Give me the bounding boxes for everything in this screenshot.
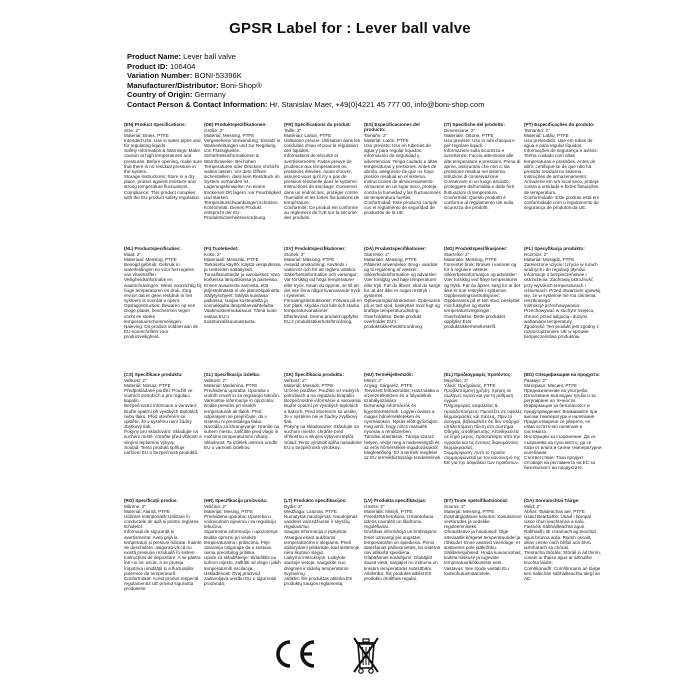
spec-block-no <box>444 246 522 372</box>
info-key: Contact Person & Contact Information: <box>127 99 268 109</box>
spec-block-sl <box>204 372 282 498</box>
product-info <box>127 52 687 110</box>
spec-heading: (LV) Produkta specifikācijas: <box>364 498 427 503</box>
spec-heading: (CS) Specifikace produktu: <box>124 372 183 377</box>
spec-block-ro <box>124 498 202 624</box>
spec-text: Rozmiar: 2" Materiał: Mosiądz, PTFE Zamierzone użycie: Użycie w rurach wodnych i do regulacji płynów. Informacje o bezpieczeństwie i ostrzeżenia: Zachowaj ostrożność przy wysokich temperaturach i ciśnieniach. Przed otwarciem upewnij się, że w systemie nie ma ciśnienia resztkowego. Instrukcje przechowywania: Przechowywać w suchym miejscu, chronić przed wilgocią i dużymi wahaniami temperatury. Zgodność: Ten produkt jest zgodny z rozporządzeniem UE w sprawie bezpieczeństwa produktów. <box>524 251 601 340</box>
spec-block-sk <box>284 372 362 498</box>
info-value: Lever ball valve <box>183 52 236 61</box>
spec-text: Velikost: 2" Materiál: Mosaz, PTFE Předpokládané použití: Použití ve vodních potrubích a pro regulaci kapalin. Bezpečnostní informace a varování: Buďte opatrní při vysokých teplotách nebo tlaku. Před otevřením se ujistěte, že v systému není žádný zbytkový tlak. Pokyny pro skladování: Skladujte na suchém místě, chraňte před vlhkostí a silnými teplotními výkyvy. Soulad: Tento produkt splňuje nařízení EU o bezpečnosti produktů. <box>124 377 202 455</box>
product-id-row <box>127 62 687 72</box>
spec-text: Storlek: 2" Material: Mässing, PTFE Avsedd användning: Används i vattenrör och för att reglera vätskor. Säkerhetsinformation och varningar: Var försiktig vid höga temperaturer eller tryck. Innan du öppnar, se till att det inte finns något kvarvarande tryck i systemet. Förvaringsinstruktioner: Förvara på en torr plats, skydda mot fukt och starka temperaturvariationer. Efterlevnad: Denna produkt uppfyller EU:s produktsäkerhetsförordning. <box>284 251 362 324</box>
spec-heading: (IT) Specifiche del prodotto: <box>444 122 505 127</box>
spec-block-bg <box>524 372 602 498</box>
spec-block-es <box>364 122 442 246</box>
spec-block-et <box>444 498 522 624</box>
spec-text: Dimensione: 2" Materiale: Ottone, PTFE Uso previsto: Uso in tubi d'acqua e per regolare liquidi. Informazioni sulla sicurezza e avvertenze: Faccia attenzione alle alte temperature e pressioni. Prima di aprire, assicurarsi che non ci sia pressione residua nel sistema. Istruzioni di conservazione: Conservare in un luogo asciutto, proteggere dall'umidità e dalle forti fluttuazioni di temperatura. Conformità: Questo prodotto è conforme al regolamento UE sulla sicurezza dei prodotti. <box>444 127 521 210</box>
spec-block-da <box>364 246 442 372</box>
spec-block-lt <box>284 498 362 624</box>
variation-number-row <box>127 71 687 81</box>
spec-heading: (PL) Specyfikacja produktu: <box>524 246 585 251</box>
spec-heading: (FI) Tuotetiedot: <box>204 246 239 251</box>
spec-block-pl <box>524 246 602 372</box>
spec-text: Veličina: 2" Materijal: Mesing, PTFE Predviđena uporaba: Upotreba u vodovodnim cijevima i za regulaciju tekućina. Sigurnosne informacije i upozorenja: Budite oprezni pri visokim temperaturama i pritiscima. Prije otvaranja osigurajte da u sustavu nema preostalog pritiska. Upute za skladištenje: Skladištiti na suhom mjestu, zaštititi od vlage i jakih temperaturnih oscilacija. Usklađenost: Ovaj proizvod zadovoljava uredbu EU o sigurnosti proizvoda. <box>204 503 281 586</box>
spec-heading: (DE) Produktspezifikationen: <box>204 122 267 127</box>
compliance-marks <box>0 632 700 676</box>
info-key: Manufacturer/Distributor: <box>127 80 219 90</box>
info-value: Hr. Stanislav Maer, +49(0)4221 45 777 00, info@boni-shop.com <box>269 99 485 109</box>
info-key: Product ID: <box>127 61 168 71</box>
spec-text: Méret: 2" Anyag: Sárgaréz, PTFE Tervezett felhasználás: Használata a vízvezetékekben és a folyadékok szabályozására. Biztonsági információk és figyelmeztetések: Legyen óvatos a magas hőmérsékleteken és nyomásokon. Nyitás előtt győződjön meg arról, hogy nincs maradék nyomás a rendszerben. Tárolási utasítások: Tárolja száraz helyen, védje meg a nedvességtől és az erős hőmérséklet-ingadozásoktól. Megfelelőség: Ez a termék megfelel az EU termékbiztonsági rendeletének. <box>364 377 442 460</box>
spec-heading: (RO) Specificații produs: <box>124 498 178 503</box>
info-value: Boni-Shop® <box>220 80 262 90</box>
ce-mark-icon <box>268 634 322 674</box>
info-value: Germany <box>194 90 226 100</box>
spec-text: Size: 2" Material: Brass, PTFE Intended Use: Use in water pipes and for regulating liquids. Safety Information & Warnings: Make caution at high temperatures and pressures. Before opening, make sure that there is no residual pressure in the system. Storage Instructions: Store in a dry place, protect against moisture and strong temperature fluctuations. Compliance: This product complies with the EU product safety regulation. <box>124 127 202 200</box>
label-title: GPSR Label for : Lever ball valve <box>229 20 471 37</box>
spec-heading: (HR) Specifikacija proizvoda: <box>204 498 268 503</box>
spec-heading: (NL) Productspecificaties: <box>124 246 181 251</box>
spec-block-pt <box>524 122 602 246</box>
spec-block-lv <box>364 498 442 624</box>
spec-heading: (EL) Προδιαγραφές προϊόντος: <box>444 372 512 377</box>
no-household-waste-icon <box>350 632 382 676</box>
spec-grid <box>124 122 602 624</box>
spec-heading: (PT) Especificações do produto: <box>524 122 595 127</box>
spec-heading: (SL) Specifikacija izdelka: <box>204 372 261 377</box>
info-value: 106404 <box>170 61 196 71</box>
spec-block-cs <box>124 372 202 498</box>
spec-text: Méid: 2" Ábhar: Taisteachas aer, PTFE Úsáid Beartaithe: Úsáid i bpíopaí uisce chun leachtanna a rialú. Faisnéis Sábháilteachta agus Rabhaidh: Bí cúramach ag teochtaí agus brúnna arda. Roimh oscailt, déan cinnte nach bhfuil aon bhrú iarmharach sa chóras. Treoracha Stórála: Stóráil in áit thirim, cosain ar thaise agus ar athruithe teochta láidre. Comhlíonadh: Comhlíonann an táirge seo rialachán sábháilteachta táirgí an AE. <box>524 503 601 581</box>
spec-heading: (BG) Спецификация на продукта: <box>524 372 600 377</box>
spec-text: Størrelse: 2" Materiale: Messing, PTFE Forventet bruk: Brukes i vannrør og for å regulere væsker. Sikkerhetsinformasjon og advarsler: Vær forsiktig ved høye temperaturer og trykk. Før du åpner, sørg for at det ikke er noe restrykk i systemet. Oppbevaringsinstruksjoner: Oppbevares på et tørt sted, beskyttet mot fuktighet og sterke temperatursvingninger. Overholdelse: Dette produktet oppfyller EUs produktsikkerhetsforskrift. <box>444 251 521 329</box>
spec-block-fi <box>204 246 282 372</box>
spec-text: Размер: 2" Материал: Месинг, PTFE Предназначение на употреба: Използване във водни тръби и за регулиране на течности. Информация за безопасност и предупреждения: Внимавайте при високи температури и налягания. Преди отваряне се уверете, че няма остатъчно налягане в системата. Инструкции за съхранение: Да се съхранява на сухо място, да се пази от влага и силни температурни колебания. Съответствие: Този продукт отговаря на регламента на ЕС за безопасност на продуктите. <box>524 377 602 471</box>
spec-heading: (ET) Toote spetsifikatsioonid: <box>444 498 509 503</box>
spec-heading: (GA) Sonraíochtaí Táirge: <box>524 498 580 503</box>
spec-heading: (EN) Product Specifications: <box>124 122 187 127</box>
spec-text: Izmērs: 2" Materiāls: Misiņš, PTFE Paredzētā lietošana: Izmantošana ūdens caurulēs un šķidrumu regulēšanai. Drošības informācija un brīdinājumi: Esiet uzmanīgi pie augstām temperatūrām un spiediena. Pirms atvēršanas pārliecinieties, ka sistēmā nav atlikušā spiediena. Glabāšanas norādījumi: Glabājiet sausā vietā, sargājiet no mitruma un krasām temperatūras svārstībām. Atbilstība: Šis produkts atbilst ES produktu drošības regulai. <box>364 503 441 581</box>
spec-block-it <box>444 122 522 246</box>
spec-block-sv <box>284 246 362 372</box>
spec-heading: (NO) Produktspesifikasjoner: <box>444 246 508 251</box>
spec-text: Μέγεθος: 2" Υλικό: Ορείχαλκος, PTFE Προβλεπόμενη χρήση: Χρήση σε σωλήνες νερού και για τη ρύθμιση υγρών. Πληροφορίες ασφαλείας & προειδοποιήσεις: Προσέξτε σε υψηλές θερμοκρασίες και πιέσεις. Πριν το άνοιγμα, βεβαιωθείτε ότι δεν υπάρχει υπολειπόμενη πίεση στο σύστημα. Οδηγίες αποθήκευσης: Αποθηκεύστε σε ξηρό μέρος, προστατέψτε από την υγρασία και τις έντονες διακυμάνσεις θερμοκρασίας. Συμμόρφωση: Αυτό το προϊόν συμμορφώνεται με τον κανονισμό της ΕΕ για την ασφάλεια των προϊόντων. <box>444 377 522 466</box>
info-value: BONI-53396K <box>194 71 242 81</box>
contact-row <box>127 100 687 110</box>
spec-text: Mărime: 2" Material: Alamă, PTFE Utilizare intenționată: Utilizare în conductele de apă și pentru reglarea lichidelor. Informații de siguranță și avertismente: Aveți grijă la temperaturi și presiuni ridicate. Înainte de deschidere, asigurați-vă că nu există presiune reziduală în sistem. Instrucțiuni de depozitare: A se păstra într-un loc uscat, a se proteja împotriva umidității și a fluctuațiilor puternice de temperatură. Conformitate: Acest produs respectă regulamentul UE privind siguranța produselor. <box>124 503 202 592</box>
spec-heading: (LT) Produkto specifikacijos: <box>284 498 347 503</box>
country-of-origin-row <box>127 90 687 100</box>
spec-text: Maat: 2" Materiaal: Messing, PTFE Beoogd gebruik: Gebruik in waterleidingen en voor het regelen van vloeistoffen. Veiligheidsinformatie en waarschuwingen: Wees voorzichtig bij hoge temperaturen en druk. Zorg ervoor dat er geen restdruk in het systeem is voordat u opent. Opslaginstructies: Bewaren op een droge plaats, beschermen tegen vocht en sterke temperatuurschommelingen. Naleving: Dit product voldoet aan de EU-voorschriften voor productveiligheid. <box>124 251 202 340</box>
spec-block-de <box>204 122 282 246</box>
spec-text: Taille: 2" Matériau: Laiton, PTFE Utilisation prévue: Utilisation dans les conduites d'eau et pour la régulation des liquides. Informations de sécurité et avertissements: Faites preuve de prudence aux températures ou pressions élevées. Avant d'ouvrir, assurez-vous qu'il n'y a pas de pression résiduelle dans le système. Instructions de stockage: Conserver dans un endroit sec, protéger contre l'humidité et les fortes fluctuations de température. Conformité: Ce produit est conforme au règlement de l'UE sur la sécurité des produits. <box>284 127 361 221</box>
spec-heading: (DA) Produktspecifikationer: <box>364 246 427 251</box>
product-name-row <box>127 52 687 62</box>
spec-text: Koko: 2" Materiaali: Messinki, PTFE Tarkoitettu käyttö: Käyttö vesiputkissa ja nesteiden säätelyssä. Turvallisuustiedot ja varoitukset: Varo korkeissa lämpötiloissa ja paineissa. Ennen avaamista varmista, että järjestelmässä ei ole jäännöspainetta. Säilytysohjeet: Säilytä kuivassa paikassa, suojaa kosteudelta ja voimakkailta lämpötilanvaihteluilta. Vaatimustenmukaisuus: Tämä tuote vastaa EU:n tuoteturvallisuusasetusta. <box>204 251 281 324</box>
spec-text: Suurus: 2" Materjal: Messing, PTFE Eesmärgipärane kasutus: Kasutamine veetorudes ja vedelike reguleerimiseks. Ohutusteave ja hoiatused: Olge ettevaatlik kõrgetel temperatuuridel ja rõhkudel. Enne avamist veenduge, et süsteemis pole jääkrõhku. Säilitamisjuhised: Hoida kuivas kohas, kaitsta niiskuse ja tugevate temperatuurikõikumiste eest. Vastavus: See toode vastab ELi tooteohutusmäärusele. <box>444 503 522 576</box>
spec-block-el <box>444 372 522 498</box>
spec-heading: (HU) Termékjellemzők: <box>364 372 414 377</box>
spec-block-hu <box>364 372 442 498</box>
info-key: Variation Number: <box>127 71 193 81</box>
spec-text: Størrelse: 2" Materiale: Messing, PTFE Påtænkt anvendelse: Brug i vandrør og til regulering af væsker. Sikkerhedsinformation og advarsler: Vær forsigtig ved høje temperaturer eller tryk. Før du åbner, skal du sørge for, at der ikke er noget resttryk i systemet. Opbevaringsinstruktioner: Opbevares på et tørt sted, beskyttes mod fugt og kraftige temperaturudsving. Overholdelse: Dette produkt overholder EU's produktsikkerhedsforordning. <box>364 251 441 329</box>
spec-block-nl <box>124 246 202 372</box>
spec-block-fr <box>284 122 362 246</box>
spec-heading: (FR) Spécifications du produit: <box>284 122 352 127</box>
manufacturer-row <box>127 81 687 91</box>
spec-text: Dydis: 2" Medžiaga: Latunas, PTFE Numatytas naudojimas: Naudojimas vandens vamzdžiuose ir skysčių reguliavimui. Saugos informacija ir įspėjimai: Atsargiai esant aukštoms temperatūroms ir slėgiams. Prieš atidarydami įsitikinkite, kad sistemoje nėra likutinio slėgio. Laikymo instrukcijos: Laikykite sausoje vietoje, saugokite nuo drėgmės ir didelių temperatūros svyravimų. Atitiktis: Šis produktas atitinka ES produktų saugos reglamentą. <box>284 503 360 586</box>
spec-text: Tamaño: 2" Material: Latón, PTFE Uso previsto: Uso en tuberías de agua y para regular líquidos. Información de seguridad y advertencias: Tenga cuidado a altas temperaturas y presiones. Antes de abrirla, asegúrese de que no haya presión residual en el sistema. Instrucciones de almacenamiento: Almacene en un lugar seco, proteja contra la humedad y las fluctuaciones de temperatura fuertes. Conformidad: Este producto cumple con el reglamento de seguridad de productos de la UE. <box>364 132 441 216</box>
info-key: Product Name: <box>127 52 182 61</box>
spec-heading: (ES) Especificaciones del producto: <box>364 122 420 133</box>
spec-block-ga <box>524 498 602 624</box>
spec-heading: (SK) Špecifikácia produktu: <box>284 372 344 377</box>
spec-block-en <box>124 122 202 246</box>
spec-text: Größe: 2" Material: Messing, PTFE Vorgesehene Verwendung: Einsatz in Wasserleitungen und zur Regelung von Flüssigkeiten. Sicherheitsinformationen & Warnhinweise: Bei hohen Temperaturen oder Drücken Vorsicht walten lassen. Vor dem Öffnen sicherstellen, dass kein Restdruck im System vorhanden ist. Lagerungshinweise: An einem trockenen Ort lagern, vor Feuchtigkeit und starken Temperaturschwankungen schützen. Konformität: Dieses Produkt entspricht der EU-Produktsicherheitsverordnung. <box>204 127 281 221</box>
spec-text: Veľkosť: 2" Materiál: Mosadz, PTFE Určené použitie: Použitie vo vodných potrubiach a na reguláciu kvapalín. Bezpečnostné informácie a varovania: Buďte opatrní pri vysokých teplotách a tlakoch. Pred otvorením sa uistite, že v systéme nie je žiadny zvyškový tlak. Pokyny na skladovanie: Skladujte na suchom mieste, chráňte pred vlhkosťou a silnými výkyvmi teplôt. Súlad: Tento výrobok spĺňa nariadenie EÚ o bezpečnosti výrobkov. <box>284 377 362 450</box>
spec-heading: (SV) Produktspecifikationer: <box>284 246 346 251</box>
info-key: Country of Origin: <box>127 90 193 100</box>
spec-text: Tamanho: 2" Material: Latão, PTFE Uso pretendido: Use em tubos de água e para regular líquidos. Informações de segurança e avisos: Tenha cuidado com altas temperaturas e pressões. Antes de abrir, certifique-se de que não há pressão residual no sistema. Instruções de armazenamento: Armazene em um local seco, proteja contra a umidade e fortes flutuações de temperatura. Conformidade: Este produto está em conformidade com o regulamento de segurança de produtos da UE. <box>524 127 600 210</box>
spec-text: Velikost: 2" Material: Medenina, PTFE Predvidena uporaba: Uporaba v vodnih ceveh in za regulacijo tekočin. Varnostne informacije in opozorila: Bodite previdni pri visokih temperaturah ali tlakih. Pred odpiranjem se prepričajte, da v sistemu ni preostalega tlaka. Navodila za shranjevanje: Hranite na suhem mestu, zaščitite pred vlago in močnimi temperaturnimi nihanji. Skladnost: Ta izdelek ustreza uredbi EU o varnosti izdelkov. <box>204 377 281 450</box>
spec-block-hr <box>204 498 282 624</box>
